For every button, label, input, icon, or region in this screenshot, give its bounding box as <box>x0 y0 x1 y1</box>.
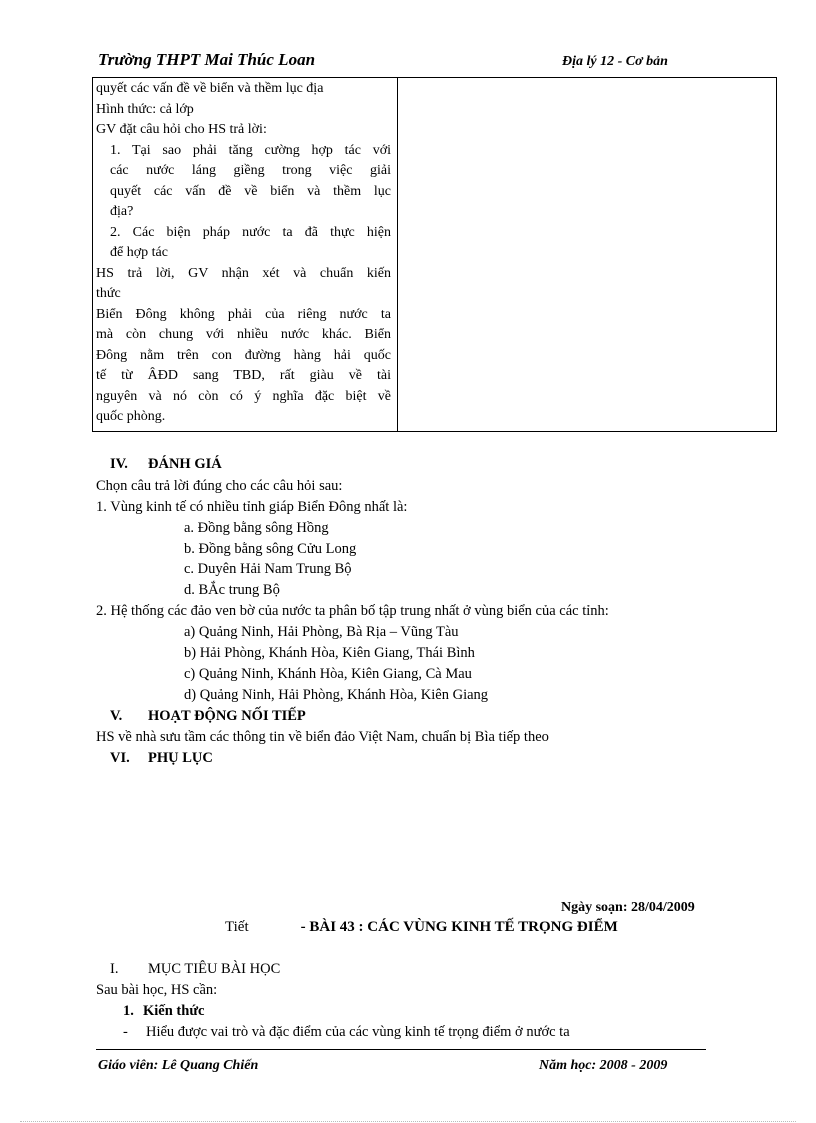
objectives-intro: Sau bài học, HS cần: <box>96 982 218 998</box>
evaluation-intro: Chọn câu trả lời đúng cho các câu hỏi sau: <box>96 478 343 494</box>
page-edge <box>20 1121 796 1122</box>
q2-option-b: b) Hải Phòng, Khánh Hòa, Kiên Giang, Thái Bình <box>184 645 475 661</box>
q1-option-b: b. Đồng bằng sông Cửu Long <box>184 541 357 557</box>
knowledge-item: Hiểu được vai trò và đặc điểm của các vùng kinh tế trọng điểm ở nước ta <box>146 1024 570 1040</box>
knowledge-number: 1. <box>123 1003 134 1019</box>
knowledge-dash: - <box>123 1024 128 1040</box>
school-year: Năm học: 2008 - 2009 <box>539 1058 668 1073</box>
q2-option-a: a) Quảng Ninh, Hải Phòng, Bà Rịa – Vũng Tàu <box>184 624 459 640</box>
q1-option-c: c. Duyên Hải Nam Trung Bộ <box>184 561 352 577</box>
section-i-title: MỤC TIÊU BÀI HỌC <box>148 961 281 977</box>
question-1-line: các nước láng giềng trong việc giải <box>110 163 391 178</box>
section-v-number: V. <box>110 708 123 724</box>
paragraph-line: tế từ ÂĐD sang TBD, rất giàu về tài <box>96 368 391 383</box>
lesson-period-label: Tiết <box>225 919 249 935</box>
paragraph-line: Biển Đông không phải của riêng nước ta <box>96 306 391 322</box>
cell-line: HS trả lời, GV nhận xét và chuẩn kiến <box>96 265 391 281</box>
section-vi-title: PHỤ LỤC <box>148 750 213 766</box>
section-v-title: HOẠT ĐỘNG NỐI TIẾP <box>148 708 306 724</box>
school-name: Trường THPT Mai Thúc Loan <box>98 50 316 69</box>
table-column-divider <box>397 77 398 432</box>
q1-option-d: d. BẮc trung Bộ <box>184 582 280 598</box>
question-2-line: để hợp tác <box>110 245 168 260</box>
followup-text: HS về nhà sưu tầm các thông tin về biển đảo Việt Nam, chuẩn bị Bìa tiếp theo <box>96 729 549 745</box>
paragraph-line: Đông nằm trên con đường hàng hải quốc <box>96 347 391 363</box>
knowledge-title: Kiến thức <box>143 1003 205 1019</box>
lesson-title: - BÀI 43 : CÁC VÙNG KINH TẾ TRỌNG ĐIỂM <box>300 919 618 935</box>
subject-label: Địa lý 12 - Cơ bản <box>562 54 668 69</box>
footer-rule <box>96 1049 706 1050</box>
paragraph-line: mà còn chung với nhiều nước khác. Biển <box>96 327 391 342</box>
cell-line: thức <box>96 286 121 301</box>
q1-option-a: a. Đồng bằng sông Hồng <box>184 520 329 536</box>
q2-option-d: d) Quảng Ninh, Hải Phòng, Khánh Hòa, Kiên Giang <box>184 687 489 703</box>
section-vi-number: VI. <box>110 750 130 766</box>
table-cell-left <box>96 79 391 428</box>
question-1-line: địa? <box>110 204 134 219</box>
question-1-line: quyết các vấn đề về biển và thềm lục <box>110 183 391 199</box>
paragraph-line: quốc phòng. <box>96 409 166 424</box>
cell-line: Hình thức: cả lớp <box>96 101 194 117</box>
paragraph-line: nguyên và nó còn có ý nghĩa đặc biệt về <box>96 388 391 404</box>
section-iv-title: ĐÁNH GIÁ <box>148 456 222 472</box>
section-iv-number: IV. <box>110 456 128 472</box>
prepared-date: Ngày soạn: 28/04/2009 <box>561 900 695 915</box>
cell-line: GV đặt câu hỏi cho HS trả lời: <box>96 122 267 137</box>
teacher-name: Giáo viên: Lê Quang Chiến <box>98 1058 259 1073</box>
question-2: 2. Hệ thống các đảo ven bờ của nước ta phân bố tập trung nhất ở vùng biển của các tỉnh: <box>96 603 609 619</box>
question-2-line: 2. Các biện pháp nước ta đã thực hiện <box>110 224 391 240</box>
q2-option-c: c) Quảng Ninh, Khánh Hòa, Kiên Giang, Cà Mau <box>184 666 472 682</box>
question-1-line: 1. Tại sao phải tăng cường hợp tác với <box>110 142 391 158</box>
section-i-number: I. <box>110 961 119 977</box>
question-1: 1. Vùng kinh tế có nhiều tỉnh giáp Biển Đông nhất là: <box>96 499 408 515</box>
lesson-heading <box>225 919 618 936</box>
cell-line: quyết các vấn đề về biển và thềm lục địa <box>96 81 324 96</box>
